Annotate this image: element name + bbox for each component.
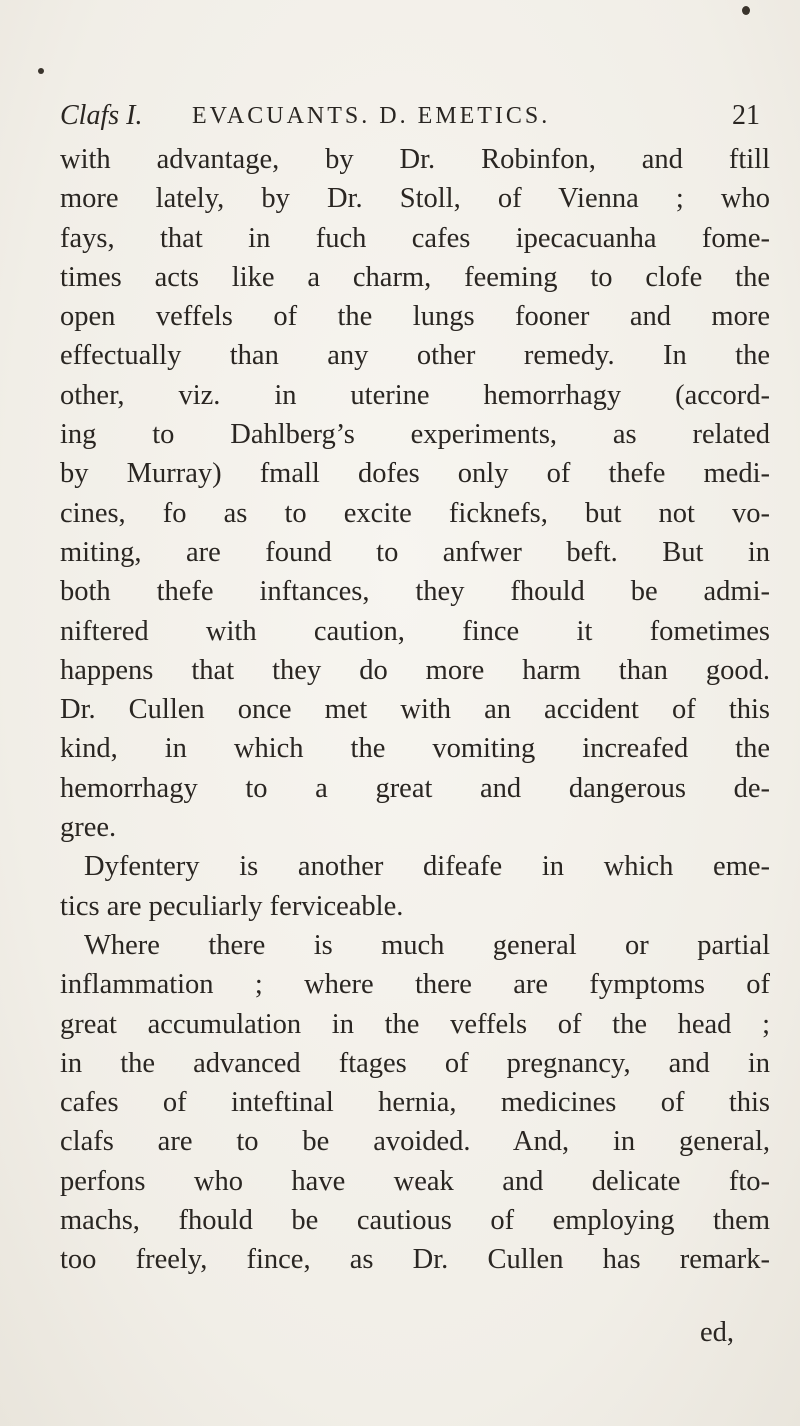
text-line: by Murray) fmall dofes only of thefe medi- bbox=[60, 458, 770, 490]
text-line: Dyfentery is another difeafe in which eme- bbox=[84, 851, 770, 883]
paragraph bbox=[60, 926, 770, 1280]
text-line: other, viz. in uterine hemorrhagy (accord- bbox=[60, 379, 770, 411]
text-line: niftered with caution, fince it fometimes bbox=[60, 615, 770, 647]
text-line: more lately, by Dr. Stoll, of Vienna ; who bbox=[60, 183, 770, 215]
paragraph bbox=[60, 140, 770, 847]
text-line: tics are peculiarly ferviceable. bbox=[60, 890, 404, 922]
text-line: miting, are found to anfwer beft. But in bbox=[60, 536, 770, 568]
page-number: 21 bbox=[732, 100, 760, 131]
running-title: EVACUANTS. D. EMETICS. bbox=[192, 103, 551, 129]
text-line: Dr. Cullen once met with an accident of this bbox=[60, 694, 770, 726]
text-line: too freely, fince, as Dr. Cullen has remark- bbox=[60, 1244, 770, 1276]
text-line: cafes of inteftinal hernia, medicines of this bbox=[60, 1087, 770, 1119]
text-line: Where there is much general or partial bbox=[84, 929, 770, 961]
text-line: both thefe inftances, they fhould be admi- bbox=[60, 576, 770, 608]
class-label: Clafs I. bbox=[60, 100, 143, 131]
text-line: open veffels of the lungs fooner and more bbox=[60, 301, 770, 333]
text-line: kind, in which the vomiting increafed the bbox=[60, 733, 770, 765]
text-line: machs, fhould be cautious of employing them bbox=[60, 1205, 770, 1237]
text-line: ing to Dahlberg’s experiments, as related bbox=[60, 419, 770, 451]
text-line: inflammation ; where there are fymptoms of bbox=[60, 969, 770, 1001]
text-line: in the advanced ftages of pregnancy, and in bbox=[60, 1047, 770, 1079]
ink-speck bbox=[742, 6, 750, 15]
text-line: fays, that in fuch cafes ipecacuanha fome- bbox=[60, 222, 770, 254]
text-line: effectually than any other remedy. In the bbox=[60, 340, 770, 372]
text-line: cines, fo as to excite ficknefs, but not vo- bbox=[60, 497, 770, 529]
text-line: with advantage, by Dr. Robinfon, and ftill bbox=[60, 144, 770, 175]
page-header bbox=[60, 96, 760, 136]
text-line: perfons who have weak and delicate fto- bbox=[60, 1165, 770, 1197]
ink-speck bbox=[38, 68, 44, 74]
text-line: hemorrhagy to a great and dangerous de- bbox=[60, 772, 770, 804]
catchword: ed, bbox=[700, 1317, 735, 1348]
text-line: great accumulation in the veffels of the head ; bbox=[60, 1008, 770, 1040]
body-text bbox=[60, 140, 770, 1280]
paragraph bbox=[60, 847, 770, 926]
text-line: times acts like a charm, feeming to clofe the bbox=[60, 261, 770, 293]
text-line: clafs are to be avoided. And, in general, bbox=[60, 1126, 770, 1158]
text-line: happens that they do more harm than good. bbox=[60, 654, 770, 686]
text-line: gree. bbox=[60, 812, 117, 844]
